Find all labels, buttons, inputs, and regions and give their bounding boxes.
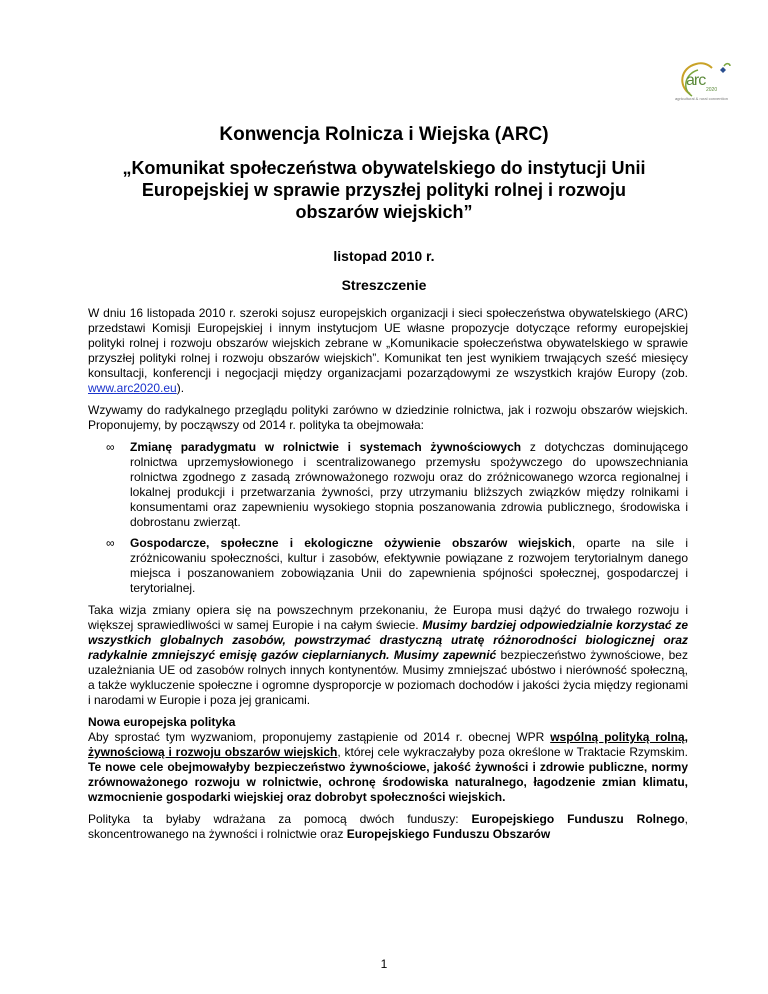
- document-title: Konwencja Rolnicza i Wiejska (ARC): [219, 124, 549, 145]
- list-item: ∞ Gospodarcze, społeczne i ekologiczne ożywienie obszarów wiejskich, oparte na sile i zróżnicowaniu społeczności, kultur i zasobów, efektywnie powiązane z rozwojem terytorialnym danego miejsca i poszanowaniem zobowiązania Unii do zapewnienia spójności społecznej, gospodarczej i terytorialnej.: [106, 536, 689, 595]
- bullet-icon: ∞: [106, 440, 115, 454]
- paragraph-intro: W dniu 16 listopada 2010 r. szeroki sojusz europejskich organizacji i sieci społeczeństwa obywatelskiego (ARC) przedstawi Komisji Europejskiej i innym instytucjom UE własne propozycje dotyczące reformy europejskiej polityki rolnej i rozwoju obszarów wiejskich zebrane w „Komunikacie społeczeństwa obywatelskiego w sprawie przyszłej polityki rolnej i rozwoju obszarów wiejskich”. Komunikat ten jest wynikiem trwających sześć miesięcy konsultacji, konferencji i negocjacji między organizacjami pozarządowymi ze wszystkich krajów Europy (zob. www.arc2020.eu).: [88, 306, 688, 395]
- document-subtitle: „Komunikat społeczeństwa obywatelskiego do instytucji Unii Europejskiej w sprawie przyszłej polityki rolnej i rozwoju obszarów wiejskich”: [122, 158, 646, 222]
- arc2020-link[interactable]: www.arc2020.eu: [88, 381, 177, 395]
- paragraph-new-policy: Nowa europejska polityka Aby sprostać tym wyzwaniom, proponujemy zastąpienie od 2014 r. obecnej WPR wspólną polityką rolną, żywnościową i rozwoju obszarów wiejskich, której cele wykraczałyby poza określone w Traktacie Rzymskim. Te nowe cele obejmowałyby bezpieczeństwo żywnościowe, jakość żywności i zdrowie publiczne, normy zrównoważonego rozwoju w rolnictwie, ochronę środowiska naturalnego, łagodzenie zmian klimatu, wzmocnienie gospodarki wiejskiej oraz dobrobyt społeczności wiejskich.: [88, 715, 689, 804]
- logo-year: 2020: [706, 87, 718, 93]
- paragraph-call: Wzywamy do radykalnego przeglądu polityki zarówno w dziedzinie rolnictwa, jak i rozwoju obszarów wiejskich. Proponujemy, by począwszy od 2014 r. polityka ta obejmowała:: [88, 403, 688, 432]
- paragraph-vision: Taka wizja zmiany opiera się na powszechnym przekonaniu, że Europa musi dążyć do trwałego rozwoju i większej sprawiedliwości w samej Europie i na całym świecie. Musimy bardziej odpowiedzialnie korzystać ze wszystkich globalnych zasobów, powstrzymać drastyczną utratę różnorodności biologicznej oraz radykalnie zmniejszyć emisję gazów cieplarnianych. Musimy zapewnić bezpieczeństwo żywnościowe, bez uzależniania UE od zasobów rolnych innych kontynentów. Musimy zmniejszać ubóstwo i nierówność społeczną, a także wykluczenie społeczne i ogromne dysproporcje w poziomach dochodów i jakości życia między regionami i narodami w Europie i poza jej granicami.: [88, 603, 688, 707]
- bullet-icon: ∞: [106, 536, 115, 550]
- list-item: ∞ Zmianę paradygmatu w rolnictwie i systemach żywnościowych z dotychczas dominującego rolnictwa uprzemysłowionego i scentralizowanego przemysłu spożywczego do upowszechniania rolnictwa zgodnego z zasadą zrównoważonego rozwoju oraz do zróżnicowanego wzorca regionalnej i lokalnej produkcji i przetwarzania żywności, przy utrzymaniu bliższych związków między rolnikami i konsumentami oraz zapewnieniu wysokiego stopnia poszanowania zdrowia publicznego, środowiska i dobrostanu zwierząt.: [106, 440, 689, 529]
- paragraph-funds: Polityka ta byłaby wdrażana za pomocą dwóch funduszy: Europejskiego Funduszu Rolnego, skoncentrowanego na żywności i rolnictwie oraz Europejskiego Funduszu Obszarów: [88, 812, 688, 841]
- logo-text: arc: [686, 72, 706, 89]
- logo-tagline: agricultural & rural convention: [675, 96, 728, 101]
- summary-heading: Streszczenie: [341, 277, 427, 293]
- document-body: [88, 306, 688, 849]
- document-date: listopad 2010 r.: [333, 248, 435, 264]
- page-number: 1: [380, 957, 388, 971]
- section-heading: Nowa europejska polityka: [88, 715, 236, 729]
- proposal-list: [88, 440, 688, 596]
